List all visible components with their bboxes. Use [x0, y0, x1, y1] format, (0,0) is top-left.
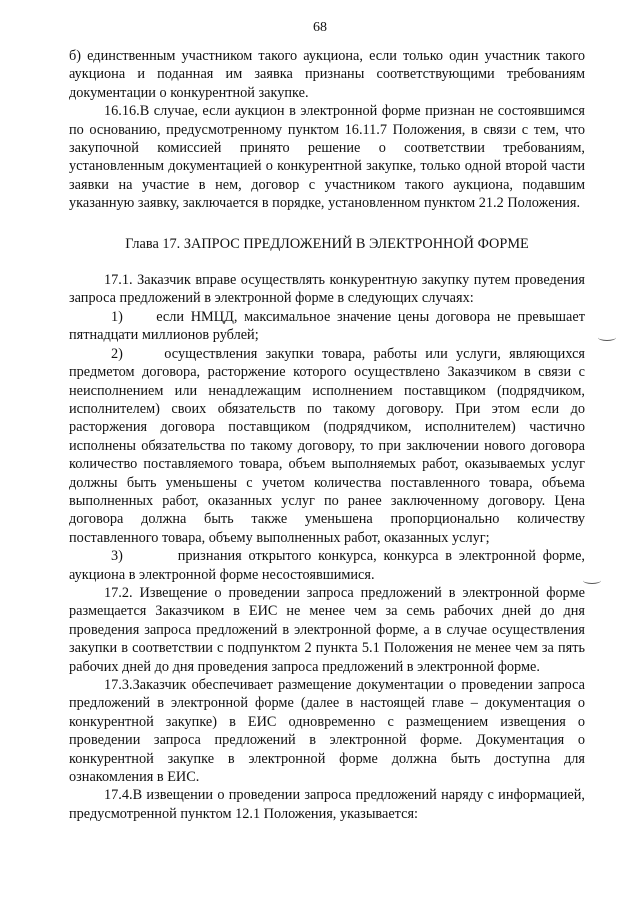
list-item-1: [69, 308, 585, 345]
paragraph-b-auction-participant: б) единственным участником такого аукциона, если только один участник такого аукциона и поданная им заявка признаны соответствующими требованиям документации о конкурентной закупке.: [69, 48, 585, 101]
list-item-2: [69, 345, 585, 547]
chapter-title: Глава 17. ЗАПРОС ПРЕДЛОЖЕНИЙ В ЭЛЕКТРОННОЙ ФОРМЕ: [125, 235, 529, 252]
list-item-number: 2): [111, 345, 123, 362]
list-item-text: признания открытого конкурса, конкурса в электронной форме, аукциона в электронной форме несостоявшимися.: [69, 548, 586, 583]
list-item-text: осуществления закупки товара, работы или услуги, являющихся предметом договора, расторжение которого осуществлено Заказчиком в связи с неисполнением или ненадлежащим исполнением поставщиком (подрядчиком, исполнителем) своих обязательств по такому договору. При этом если до расторжения договора поставщиком (подрядчиком, исполнителем) частично исполнены обязательства по такому договору, то при заключении нового договора количество поставляемого товара, объем выполняемых работ, оказываемых услуг должны быть уменьшены с учетом количества поставленного товара, объема выполненных работ, оказанных услуг по ранее заключенному договору. Цена договора должна быть также уменьшена пропорционально количеству поставленного товара, объему выполненных работ, оказанных услуг;: [69, 345, 585, 546]
list-item-3: [69, 547, 585, 584]
paragraph-17-4: 17.4.В извещении о проведении запроса предложений наряду с информацией, предусмотренной пунктом 12.1 Положения, указывается:: [69, 787, 585, 822]
margin-scan-mark: [583, 577, 601, 584]
list-item-number: 3): [111, 548, 123, 565]
list-item-number: 1): [111, 308, 123, 325]
list-item-text: если НМЦД, максимальное значение цены договора не превышает пятнадцати миллионов рублей;: [69, 308, 585, 344]
paragraph-16-16: 16.16.В случае, если аукцион в электронной форме признан не состоявшимся по основанию, предусмотренному пунктом 16.11.7 Положения, в связи с тем, что закупочной комиссией принято решение о соответствии требованиям, установленным документацией о конкурентной закупке, только одной второй части заявки на участие в нем, договор с участником такого аукциона, подавшим указанную заявку, заключается в порядке, установленном пунктом 21.2 Положения.: [69, 103, 585, 212]
page-number: 68: [313, 20, 327, 35]
paragraph-17-2: 17.2. Извещение о проведении запроса предложений в электронной форме размещается Заказчиком в ЕИС не менее чем за семь рабочих дней до дня проведения запроса предложений в электронной форме, а в случае осуществления закупки в соответствии с подпунктом 2 пункта 5.1 Положения не менее чем за пять рабочих дней до дня проведения запроса предложений в электронной форме.: [69, 584, 585, 675]
paragraph-17-3: 17.3.Заказчик обеспечивает размещение документации о проведении запроса предложений в электронной форме (далее в настоящей главе – документация о конкурентной закупке) в ЕИС одновременно с размещением извещения о проведении запроса предложений в электронной форме. Документация о конкурентной закупке в электронной форме должна быть доступна для ознакомления в ЕИС.: [69, 677, 585, 786]
margin-scan-mark: [598, 334, 616, 341]
paragraph-17-1: 17.1. Заказчик вправе осуществлять конкурентную закупку путем проведения запроса предложений в электронной форме в следующих случаях:: [69, 272, 585, 307]
document-body: [69, 47, 585, 823]
